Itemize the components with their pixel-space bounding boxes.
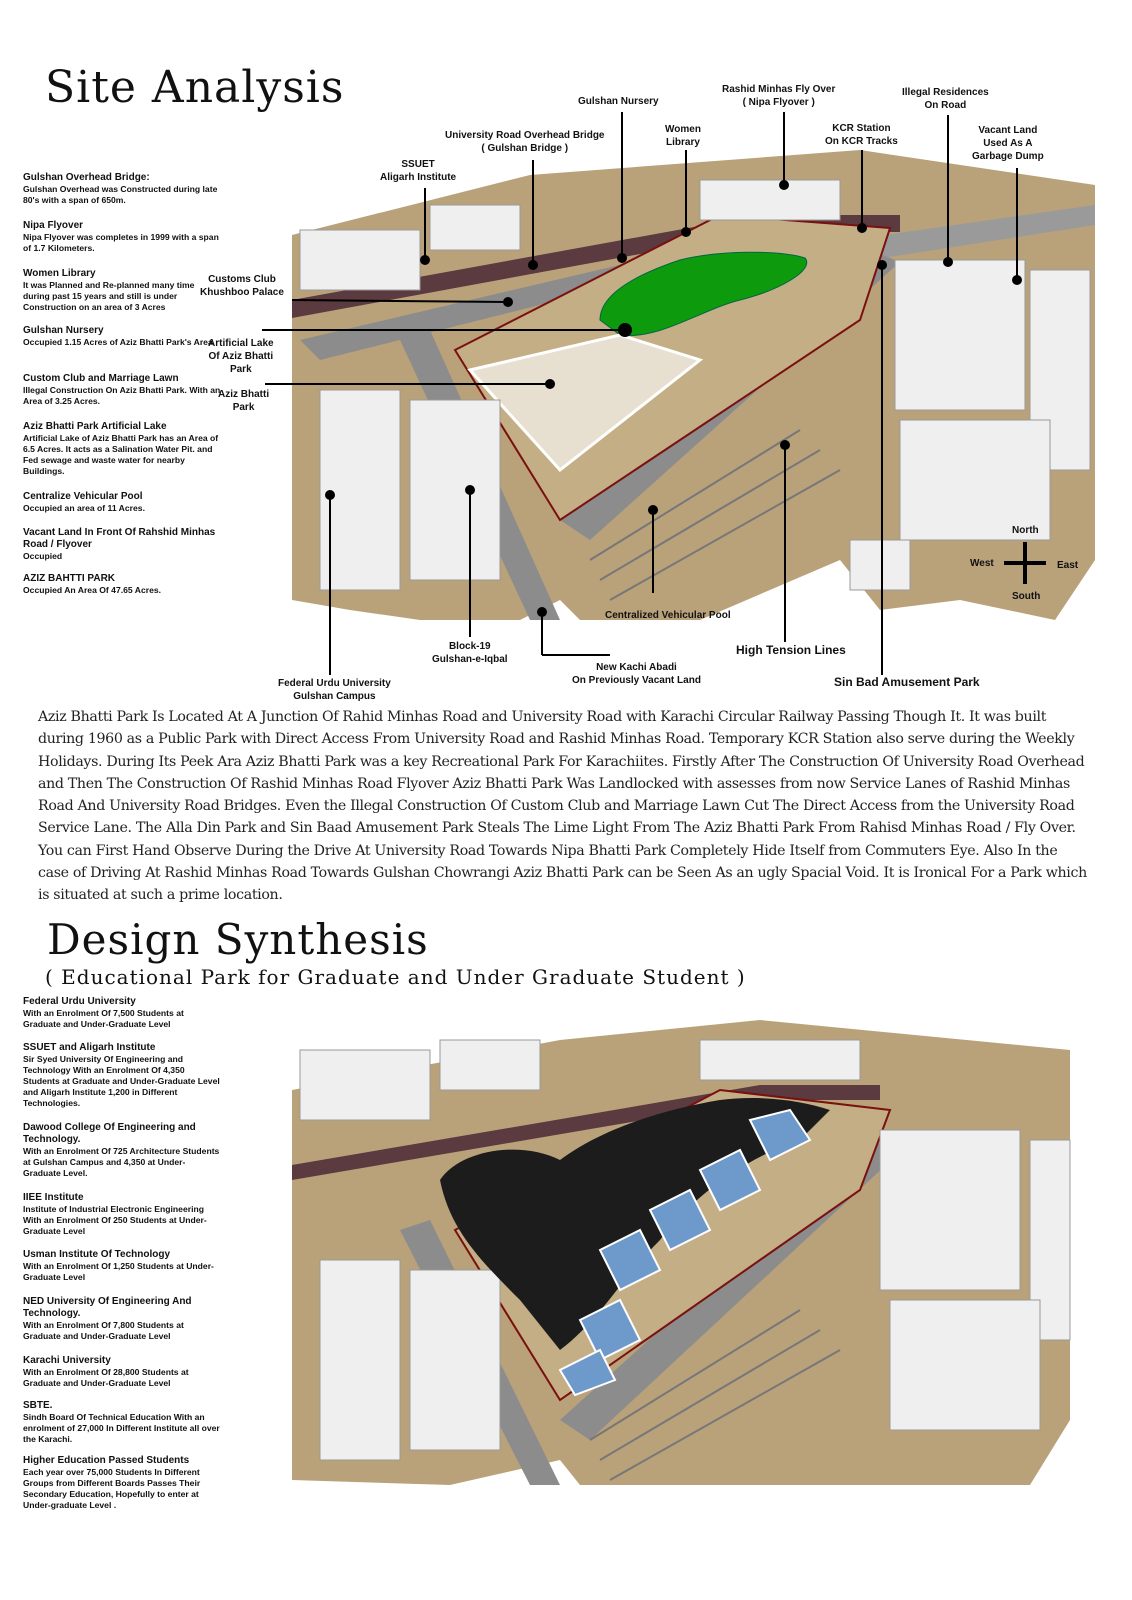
note-text: It was Planned and Re-planned many time during past 15 years and still is under Construction on an area of 3 Acres — [23, 280, 195, 312]
label-block19: Block-19 Gulshan-e-Iqbal — [432, 641, 508, 665]
note-text: Nipa Flyover was completes in 1999 with a span of 1.7 Kilometers. — [23, 232, 219, 253]
compass-south: South — [1012, 591, 1041, 602]
note-text: Sir Syed University Of Engineering and Technology With an Enrolment Of 4,350 Students at Graduate and Under-Graduate Level and Aligarh Institute 1,200 in Different Technologies. — [23, 1054, 220, 1108]
note-text: With an Enrolment Of 28,800 Students at Graduate and Under-Graduate Level — [23, 1367, 189, 1388]
label-vacant-land: Vacant Land Used As A Garbage Dump — [972, 125, 1044, 162]
note-text: Occupied 1.15 Acres of Aziz Bhatti Park's Area — [23, 337, 213, 347]
note-heading: Custom Club and Marriage Lawn — [23, 373, 179, 384]
compass-east: East — [1057, 560, 1079, 571]
note-text: Artificial Lake of Aziz Bhatti Park has an Area of 6.5 Acres. It acts as a Salination Water Pit. and Fed sewage and waste water for nearby Buildings. — [23, 433, 219, 476]
note-heading: Women Library — [23, 268, 96, 279]
note-text: Sindh Board Of Technical Education With an enrolment of 27,000 In Different Institute all over the Karachi. — [23, 1412, 220, 1444]
note-text: Occupied An Area Of 47.65 Acres. — [23, 585, 162, 595]
note-heading: Usman Institute Of Technology — [23, 1249, 171, 1260]
label-gulshan-nursery: Gulshan Nursery — [578, 96, 659, 107]
note-heading: Karachi University — [23, 1355, 111, 1366]
design-synthesis-subtitle: ( Educational Park for Graduate and Under Graduate Student ) — [45, 965, 746, 989]
note-heading: Gulshan Overhead Bridge: — [23, 172, 150, 183]
label-kachi-abadi: New Kachi Abadi On Previously Vacant Land — [572, 662, 701, 686]
site-analysis-title: Site Analysis — [45, 62, 345, 113]
note-heading: Vacant Land In Front Of Rahshid Minhas Road / Flyover — [23, 527, 216, 550]
note-text: With an Enrolment Of 1,250 Students at Under-Graduate Level — [23, 1261, 214, 1282]
note-text: With an Enrolment Of 725 Architecture Students at Gulshan Campus and 4,350 at Under-Graduate Level. — [23, 1146, 220, 1178]
compass-north: North — [1012, 525, 1039, 536]
label-high-tension: High Tension Lines — [736, 643, 846, 657]
note-heading: Dawood College Of Engineering and Technology. — [23, 1122, 196, 1145]
label-aziz-bhatti-park: Aziz Bhatti Park — [218, 389, 270, 413]
note-heading: Higher Education Passed Students — [23, 1455, 190, 1466]
note-heading: SBTE. — [23, 1400, 53, 1411]
label-women-library: Women Library — [665, 124, 701, 148]
note-text: Each year over 75,000 Students In Different Groups from Different Boards Passes Their Secondary Education, Hopefully to enter at Under-graduate Level . — [23, 1467, 201, 1510]
design-synthesis-map — [0, 1000, 1132, 1500]
label-artificial-lake: Artificial Lake Of Aziz Bhatti Park — [208, 338, 274, 375]
label-illegal-residences: Illegal Residences On Road — [902, 87, 989, 111]
note-heading: NED University Of Engineering And Technology. — [23, 1296, 192, 1319]
label-customs-club: Customs Club Khushboo Palace — [200, 274, 284, 298]
label-ssuet: SSUET Aligarh Institute — [380, 159, 457, 183]
note-heading: AZIZ BAHTTI PARK — [23, 573, 116, 584]
note-text: Gulshan Overhead was Constructed during late 80's with a span of 650m. — [23, 184, 218, 205]
site-description-paragraph: Aziz Bhatti Park Is Located At A Junction Of Rahid Minhas Road and University Road with Karachi Circular Railway Passing Though It. It was built during 1960 as a Public Park with Direct Access From University Road and Rashid Minhas Road. Temporary KCR Station also serve during the Weekly Holidays. During Its Peek Ara Aziz Bhatti Park was a key Recreational Park For Karachiites. Firstly After The Construction Of University Road Overhead and Then The Construction Of Rashid Minhas Road Flyover Aziz Bhatti Park Was Landlocked with assesses from now Service Lanes of Rashid Minhas Road And University Road Bridges. Even the Illegal Construction Of Custom Club and Marriage Lawn Cut The Direct Access from the University Road Service Lane. The Alla Din Park and Sin Baad Amusement Park Steals The Lime Light From The Aziz Bhatti Park From Rahisd Minhas Road / Fly Over. You can First Hand Observe During the Drive At University Road Towards Nipa Bhatti Park Completely Hide Itself from Commuters Eye. Also In the case of Driving At Rashid Minhas Road Towards Gulshan Chowrangi Aziz Bhatti Park can be Seen As an ugly Spacial Void. It is Ironical For a Park which is situated at such a prime location. — [38, 709, 1087, 904]
label-kcr-station: KCR Station On KCR Tracks — [825, 123, 898, 147]
design-synthesis-title: Design Synthesis — [47, 915, 429, 964]
note-heading: Gulshan Nursery — [23, 325, 104, 336]
note-heading: Aziz Bhatti Park Artificial Lake — [23, 421, 167, 432]
note-heading: IIEE Institute — [23, 1192, 84, 1203]
note-text: With an Enrolment Of 7,800 Students at Graduate and Under-Graduate Level — [23, 1320, 184, 1341]
note-text: Illegal Construction On Aziz Bhatti Park. With an Area of 3.25 Acres. — [23, 385, 221, 406]
note-text: With an Enrolment Of 7,500 Students at Graduate and Under-Graduate Level — [23, 1008, 184, 1029]
note-heading: Centralize Vehicular Pool — [23, 491, 143, 502]
note-text: Occupied an area of 11 Acres. — [23, 503, 145, 513]
note-text: Occupied — [23, 551, 63, 561]
label-university-bridge: University Road Overhead Bridge ( Gulshan Bridge ) — [445, 130, 605, 154]
note-heading: Federal Urdu University — [23, 996, 136, 1007]
note-text: Institute of Industrial Electronic Engineering With an Enrolment Of 250 Students at Under-Graduate Level — [23, 1204, 207, 1236]
label-federal-urdu: Federal Urdu University Gulshan Campus — [278, 678, 391, 702]
compass-west: West — [970, 558, 994, 569]
label-rashid-flyover: Rashid Minhas Fly Over ( Nipa Flyover ) — [722, 84, 836, 108]
label-sinbad: Sin Bad Amusement Park — [834, 675, 980, 689]
label-vehicular-pool: Centralized Vehicular Pool — [605, 610, 731, 621]
note-heading: SSUET and Aligarh Institute — [23, 1042, 156, 1053]
note-heading: Nipa Flyover — [23, 220, 84, 231]
